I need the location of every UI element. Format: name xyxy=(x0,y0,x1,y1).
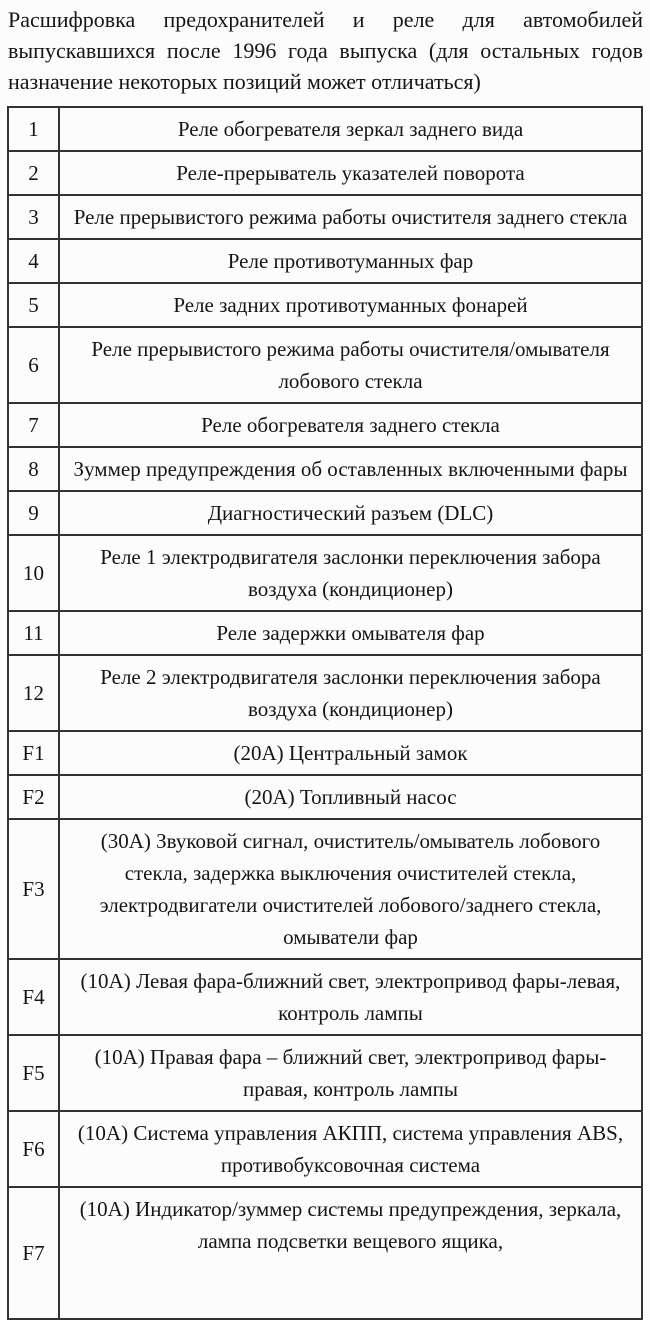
position-description: (10A) Индикатор/зуммер системы предупреждения, зеркала, лампа подсветки вещевого ящика, xyxy=(59,1187,642,1319)
table-row xyxy=(8,1035,642,1111)
position-id: F2 xyxy=(8,775,59,819)
table-row xyxy=(8,151,642,195)
position-id: F7 xyxy=(8,1187,59,1319)
position-description: Реле прерывистого режима работы очистителя заднего стекла xyxy=(59,195,642,239)
position-id: 2 xyxy=(8,151,59,195)
intro-paragraph: Расшифровка предохранителей и реле для автомобилей выпускавшихся после 1996 года выпуска (для остальных годов назначение некоторых позиций может отличаться) xyxy=(8,7,643,94)
table-row xyxy=(8,491,642,535)
position-id: 3 xyxy=(8,195,59,239)
position-description: Реле 1 электродвигателя заслонки переключения забора воздуха (кондиционер) xyxy=(59,535,642,611)
position-description: (20A) Центральный замок xyxy=(59,731,642,775)
table-row xyxy=(8,239,642,283)
position-id: 7 xyxy=(8,403,59,447)
position-description: Реле обогревателя заднего стекла xyxy=(59,403,642,447)
position-id: 9 xyxy=(8,491,59,535)
position-id: 1 xyxy=(8,107,59,151)
position-id: 10 xyxy=(8,535,59,611)
position-description: (30A) Звуковой сигнал, очиститель/омыватель лобового стекла, задержка выключения очистителей стекла, электродвигатели очистителей лобового/заднего стекла, омыватели фар xyxy=(59,819,642,959)
position-id: F6 xyxy=(8,1111,59,1187)
position-id: 12 xyxy=(8,655,59,731)
fuse-relay-table-body xyxy=(8,107,642,1319)
table-row xyxy=(8,1111,642,1187)
position-id: F5 xyxy=(8,1035,59,1111)
position-description: Реле обогревателя зеркал заднего вида xyxy=(59,107,642,151)
table-row xyxy=(8,775,642,819)
position-description: (20A) Топливный насос xyxy=(59,775,642,819)
table-row xyxy=(8,819,642,959)
table-row xyxy=(8,447,642,491)
position-id: 6 xyxy=(8,327,59,403)
position-id: F3 xyxy=(8,819,59,959)
table-row xyxy=(8,107,642,151)
position-description: Реле задних противотуманных фонарей xyxy=(59,283,642,327)
position-description: Диагностический разъем (DLC) xyxy=(59,491,642,535)
table-row xyxy=(8,959,642,1035)
fuse-relay-table xyxy=(7,106,643,1320)
table-row xyxy=(8,535,642,611)
position-description: Зуммер предупреждения об оставленных включенными фары xyxy=(59,447,642,491)
table-row xyxy=(8,327,642,403)
position-description: Реле задержки омывателя фар xyxy=(59,611,642,655)
position-description: Реле 2 электродвигателя заслонки переключения забора воздуха (кондиционер) xyxy=(59,655,642,731)
position-description: Реле-прерыватель указателей поворота xyxy=(59,151,642,195)
table-row xyxy=(8,403,642,447)
position-description: Реле прерывистого режима работы очистителя/омывателя лобового стекла xyxy=(59,327,642,403)
position-description: (10A) Правая фара – ближний свет, электропривод фары- правая, контроль лампы xyxy=(59,1035,642,1111)
position-id: F4 xyxy=(8,959,59,1035)
table-row xyxy=(8,611,642,655)
table-row xyxy=(8,731,642,775)
position-id: 5 xyxy=(8,283,59,327)
table-row xyxy=(8,195,642,239)
position-description: Реле противотуманных фар xyxy=(59,239,642,283)
position-description: (10A) Система управления АКПП, система управления ABS, противобуксовочная система xyxy=(59,1111,642,1187)
position-id: F1 xyxy=(8,731,59,775)
position-id: 8 xyxy=(8,447,59,491)
position-description: (10A) Левая фара-ближний свет, электропривод фары-левая, контроль лампы xyxy=(59,959,642,1035)
table-row xyxy=(8,1187,642,1319)
table-row xyxy=(8,283,642,327)
table-row xyxy=(8,655,642,731)
position-id: 4 xyxy=(8,239,59,283)
position-id: 11 xyxy=(8,611,59,655)
